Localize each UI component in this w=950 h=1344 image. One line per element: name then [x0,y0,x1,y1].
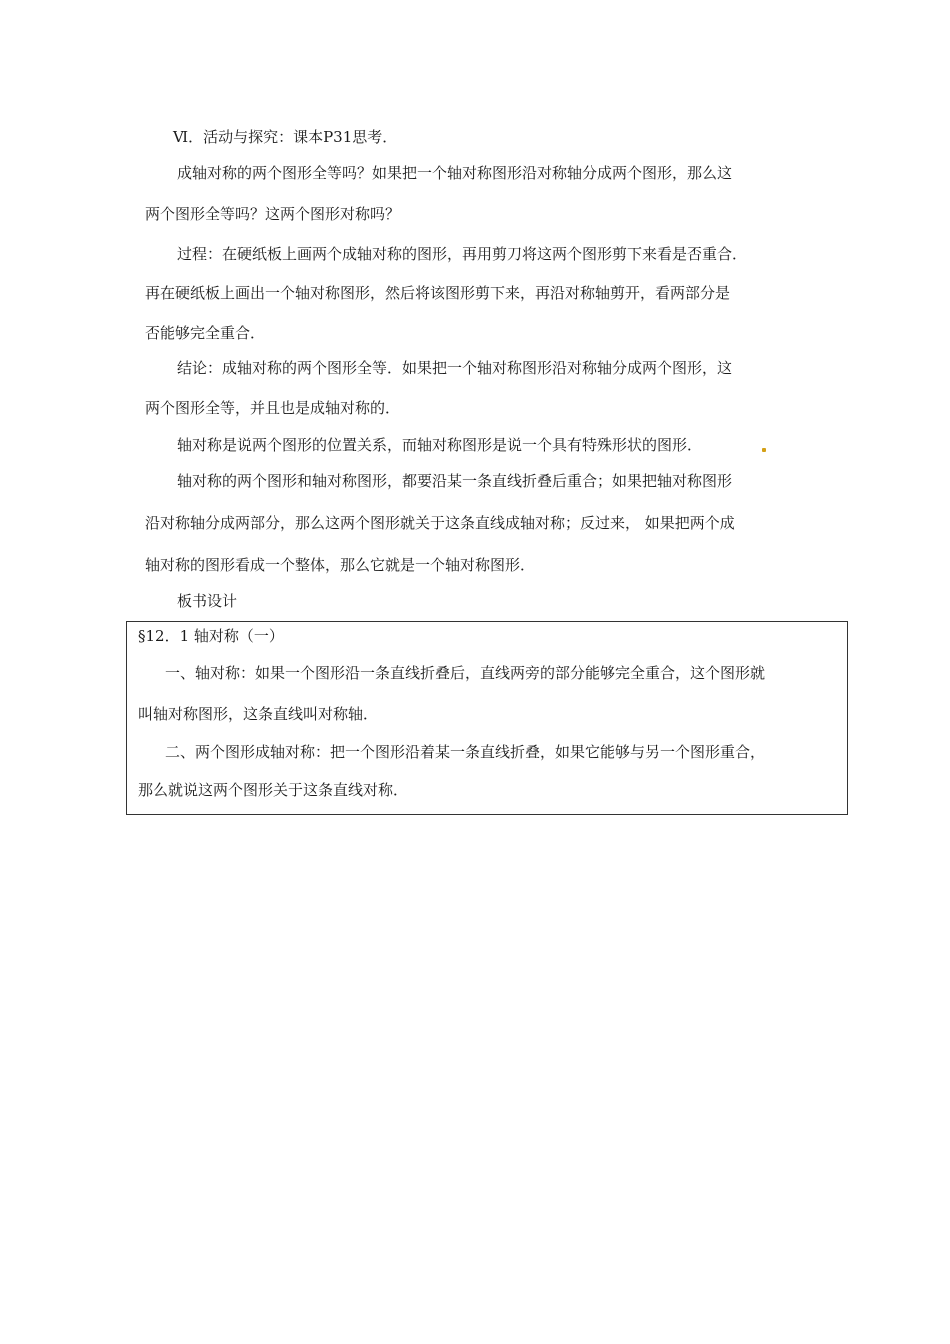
conclusion-line-1: 结论：成轴对称的两个图形全等．如果把一个轴对称图形沿对称轴分成两个图形，这 [177,359,733,377]
board-item-1-line-2: 叫轴对称图形，这条直线叫对称轴． [138,705,379,723]
board-design-heading: 板书设计 [177,592,238,610]
note-1: 轴对称是说两个图形的位置关系，而轴对称图形是说一个具有特殊形状的图形． [177,436,703,454]
note-2-line-1: 轴对称的两个图形和轴对称图形，都要沿某一条直线折叠后重合；如果把轴对称图形 [177,472,733,490]
note-2-line-2: 沿对称轴分成两部分，那么这两个图形就关于这条直线成轴对称；反过来， 如果把两个成 [145,514,735,532]
question-line-2: 两个图形全等吗？这两个图形对称吗？ [145,205,401,223]
board-item-2-line-2: 那么就说这两个图形关于这条直线对称． [138,781,409,799]
process-line-3: 否能够完全重合． [145,324,266,342]
board-item-1-line-1: 一、轴对称：如果一个图形沿一条直线折叠后，直线两旁的部分能够完全重合，这个图形就 [165,664,766,682]
activity-heading: Ⅵ．活动与探究：课本P31思考． [173,128,398,146]
process-line-2: 再在硬纸板上画出一个轴对称图形，然后将该图形剪下来，再沿对称轴剪开，看两部分是 [145,284,731,302]
note-2-line-3: 轴对称的图形看成一个整体，那么它就是一个轴对称图形． [145,556,536,574]
decorative-dot-mark [762,448,766,452]
process-line-1: 过程：在硬纸板上画两个成轴对称的图形，再用剪刀将这两个图形剪下来看是否重合． [177,245,748,263]
conclusion-line-2: 两个图形全等，并且也是成轴对称的． [145,399,401,417]
board-section-title: §12．1 轴对称（一） [138,627,284,645]
board-item-2-line-1: 二、两个图形成轴对称：把一个图形沿着某一条直线折叠，如果它能够与另一个图形重合， [165,743,766,761]
question-line-1: 成轴对称的两个图形全等吗？如果把一个轴对称图形沿对称轴分成两个图形，那么这 [177,164,733,182]
